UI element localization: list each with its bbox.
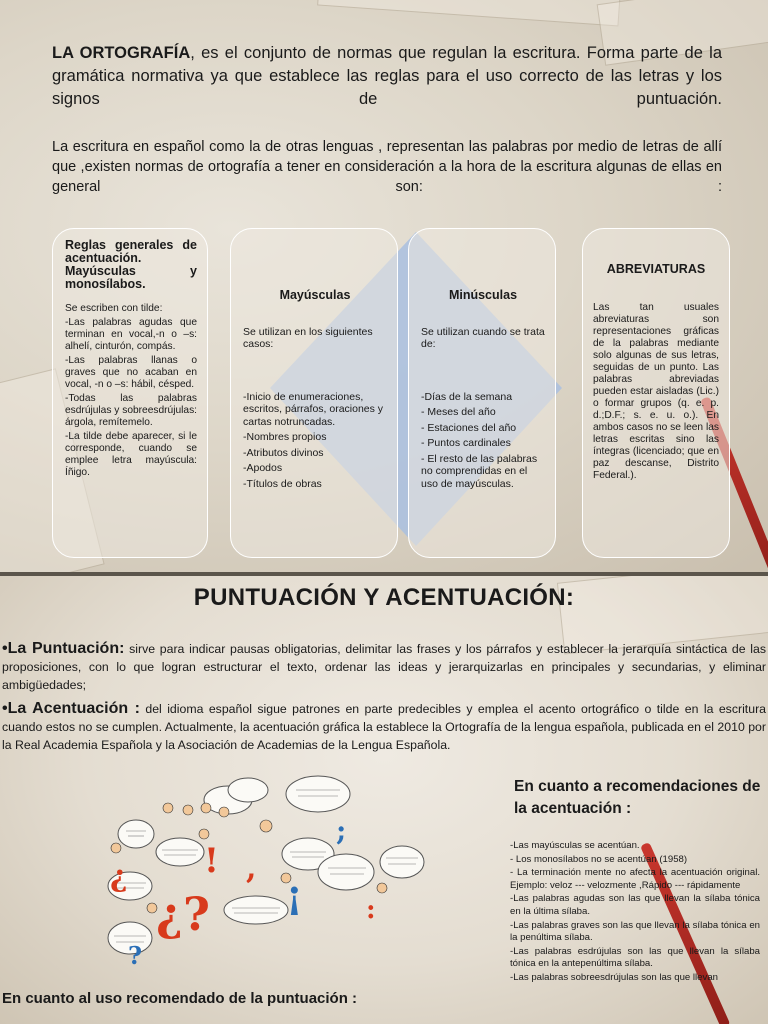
orthography-definition bbox=[52, 42, 722, 111]
card-abreviaturas bbox=[582, 228, 730, 558]
acentuacion-paragraph bbox=[2, 700, 766, 754]
acentuacion-lead: •La Acentuación : bbox=[2, 700, 140, 717]
card-acentuacion bbox=[52, 228, 208, 558]
recomendacion-item: - La terminación mente no afecta la acentuación original. Ejemplo: veloz --- velozmente ,Rápido --- rápidamente bbox=[510, 867, 760, 891]
svg-text:¿?: ¿? bbox=[156, 887, 210, 941]
card-abreviaturas-title: ABREVIATURAS bbox=[606, 262, 706, 276]
card-acentuacion-intro: Se escriben con tilde: bbox=[65, 303, 163, 314]
recomendaciones-title: En cuanto a recomendaciones de la acentuación : bbox=[514, 778, 761, 817]
slide-title: PUNTUACIÓN Y ACENTUACIÓN: bbox=[193, 584, 575, 611]
card-minusculas bbox=[408, 228, 556, 558]
svg-text:;: ; bbox=[336, 814, 347, 847]
puntuacion-text: sirve para indicar pausas obligatorias, delimitar las frases y los párrafos y establecer la jerarquía sintáctica de las proposiciones, con lo que logran estructurar el texto, ordenar las ideas y jerarquizarlas en principales y secundarias, y eliminar ambigüedades; bbox=[2, 642, 766, 692]
svg-text:¿: ¿ bbox=[110, 859, 128, 894]
card-minusculas-title: Minúsculas bbox=[448, 288, 518, 302]
recomendacion-item: -Las mayúsculas se acentúan. bbox=[510, 840, 640, 851]
puntuacion-lead: •La Puntuación: bbox=[2, 640, 125, 657]
puntuacion-uso-heading: En cuanto al uso recomendado de la puntuación : bbox=[2, 990, 358, 1007]
punctuation-characters-illustration bbox=[96, 768, 426, 973]
puntuacion-paragraph bbox=[2, 640, 766, 694]
svg-text:?: ? bbox=[128, 941, 143, 970]
card-abreviaturas-body: Las tan usuales abreviaturas son representaciones gráficas de la palabras mediante solo algunas de sus letras, seguidas de un punto. Las palabras abreviadas pueden estar aisladas (Lic.) o formar grupos (q. e. p. d.;D.F.; s. e. u. o.). En ambos casos no se leen las letras escritas sino las íntegras (licenciado; que en paz descanse, Distrito Federal.). bbox=[593, 301, 719, 481]
orthography-intro-paragraph: La escritura en español como la de otras lenguas , representan las palabras por medio de letras de allí que ,existen normas de ortografía a tener en consideración a la hora de la escritura algunas de ellas en general son: : bbox=[52, 139, 722, 195]
background-paper bbox=[317, 0, 621, 26]
card-minusculas-item: -Días de la semana bbox=[421, 390, 513, 403]
card-minusculas-intro: Se utilizan cuando se trata de: bbox=[421, 325, 545, 350]
card-mayusculas-item: -Atributos divinos bbox=[243, 446, 324, 459]
card-mayusculas-item: -Inicio de enumeraciones, escritos, párrafos, oraciones y cartas notruncadas. bbox=[243, 390, 384, 428]
recomendacion-item: -Las palabras esdrújulas son las que llevan la sílaba tónica en la antepenúltima sílaba. bbox=[510, 945, 760, 970]
card-acentuacion-item: -Las palabras llanas o graves que no acaban en vocal, -n o –s: hábil, césped. bbox=[65, 355, 197, 390]
card-acentuacion-item: -Todas las palabras esdrújulas y sobreesdrújulas: árgola, remítemelo. bbox=[65, 393, 197, 428]
card-mayusculas-intro: Se utilizan en los siguientes casos: bbox=[243, 325, 373, 350]
card-mayusculas-item: -Apodos bbox=[243, 462, 283, 474]
card-mayusculas-item: -Títulos de obras bbox=[243, 477, 322, 490]
svg-text:!: ! bbox=[204, 841, 219, 881]
card-minusculas-item: - Puntos cardinales bbox=[421, 437, 511, 449]
orthography-definition-text: , es el conjunto de normas que regulan la escritura. Forma parte de la gramática normativa ya que establece las reglas para el uso correcto de las letras y los signos de puntuación. bbox=[52, 44, 723, 108]
puntuacion-slide bbox=[0, 576, 768, 1024]
acentuacion-text: del idioma español sigue patrones en parte predecibles y emplea el acento ortográfico o tilde en la escritura cuando estos no se cumplen. Actualmente, la acentuación gráfica la establece la Ortografía de la lengua española, publicada en el 2010 por la Real Academia Española y la Asociación de Academias de la Lengua Española. bbox=[2, 702, 766, 752]
svg-text:¡: ¡ bbox=[286, 872, 303, 917]
card-minusculas-item: - Estaciones del año bbox=[421, 421, 517, 434]
svg-text:,: , bbox=[246, 851, 257, 886]
svg-text::: : bbox=[366, 895, 376, 925]
recomendacion-item: -Las palabras agudas son las que llevan la sílaba tónica en la última sílaba. bbox=[510, 893, 760, 917]
recomendacion-item: -Las palabras graves son las que llevan la sílaba tónica en la penúltima sílaba. bbox=[510, 919, 760, 944]
card-mayusculas bbox=[230, 228, 398, 558]
card-minusculas-item: - Meses del año bbox=[421, 406, 496, 418]
card-mayusculas-title: Mayúsculas bbox=[279, 288, 351, 302]
recomendacion-item: -Las palabras sobreesdrújulas son las que llevan bbox=[510, 971, 718, 983]
recomendacion-item: - Los monosílabos no se acentúan (1958) bbox=[510, 853, 688, 865]
card-acentuacion-title: Reglas generales de acentuación. Mayúsculas y monosílabos. bbox=[65, 238, 197, 291]
card-minusculas-item: - El resto de las palabras no comprendidas en el uso de mayúsculas. bbox=[421, 452, 538, 490]
recomendaciones-list bbox=[510, 840, 760, 986]
orthography-lead: LA ORTOGRAFÍA bbox=[52, 44, 191, 62]
card-acentuacion-item: -Las palabras agudas que terminan en vocal,-n o –s: alhelí, cinturón, compás. bbox=[65, 317, 197, 352]
card-mayusculas-item: -Nombres propios bbox=[243, 431, 327, 443]
card-acentuacion-item: -La tilde debe aparecer, si le corresponde, cuando se emplee letra mayúscula: Íñigo. bbox=[65, 431, 197, 478]
